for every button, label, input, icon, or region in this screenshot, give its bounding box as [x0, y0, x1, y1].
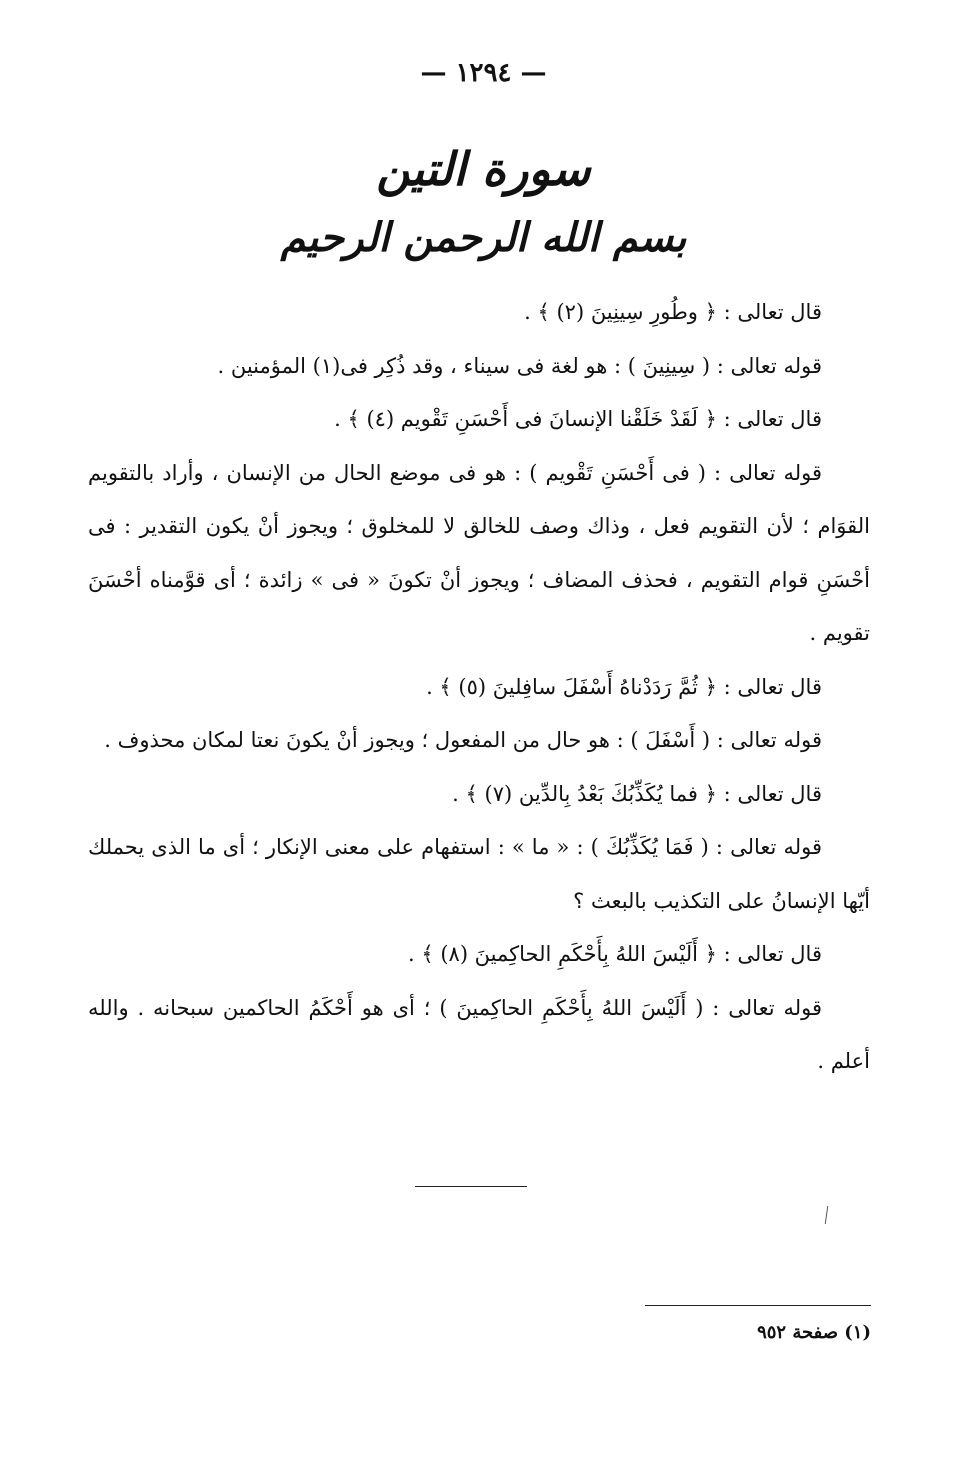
page-number: — ١٢٩٤ — [420, 58, 547, 88]
paragraph: قوله تعالى : ( أَسْفَلَ ) : هو حال من المفعول ؛ ويجوز أنْ يكونَ نعتا لمكان محذوف . [104, 728, 822, 752]
footnote: (١) صفحة ٩٥٢ [757, 1322, 871, 1343]
paragraph: قال تعالى : ﴿ لَقَدْ خَلَقْنا الإنسانَ فى أَحْسَنِ تَقْويم (٤) ﴾ . [334, 407, 822, 431]
paragraph: قال تعالى : ﴿ وطُورِ سِينِينَ (٢) ﴾ . [524, 300, 822, 324]
section-divider [415, 1186, 527, 1187]
surah-title: سورة التين [376, 142, 591, 196]
paragraph: قال تعالى : ﴿ أَلَيْسَ اللهُ بِأَحْكَمِ الحاكِمينَ (٨) ﴾ . [408, 942, 822, 966]
paragraph: قوله تعالى : ( سِينِينَ ) : هو لغة فى سيناء ، وقد ذُكِر فى(١) المؤمنين . [217, 353, 822, 378]
basmala: بسم الله الرحمن الرحيم [280, 214, 687, 261]
body-text [88, 286, 870, 1089]
stray-mark [825, 1206, 828, 1224]
paragraph: قال تعالى : ﴿ ثُمَّ رَدَدْناهُ أَسْفَلَ سافِلينَ (٥) ﴾ . [426, 674, 822, 699]
footnote-divider [645, 1305, 871, 1306]
paragraph: قوله تعالى : ( أَلَيْسَ اللهُ بِأَحْكَمِ الحاكِمينَ ) ؛ أى هو أَحْكَمُ الحاكمين سبحانه . والله أعلم . [88, 995, 870, 1073]
paragraph: قال تعالى : ﴿ فما يُكَذِّبُكَ بَعْدُ بِالدِّين (٧) ﴾ . [452, 781, 822, 806]
paragraph: قوله تعالى : ( فَمَا يُكَذِّبُكَ ) : « ما » : استفهام على معنى الإنكار ؛ أى ما الذى يحملك أيّها الإنسانُ على التكذيب بالبعث ؟ [88, 835, 870, 913]
paragraph: قوله تعالى : ( فى أَحْسَنِ تَقْويم ) : هو فى موضع الحال من الإنسان ، وأراد بالتقويم القوَام ؛ لأن التقويم فعل ، وذاك وصف للخالق لا للمخلوق ؛ ويجوز أنْ يكون التقدير : فى أحْسَنِ قوام التقويم ، فحذف المضاف ؛ ويجوز أنْ تكونَ « فى » زائدة ؛ أى قوَّمناه أحْسَنَ تقويم . [88, 460, 870, 645]
